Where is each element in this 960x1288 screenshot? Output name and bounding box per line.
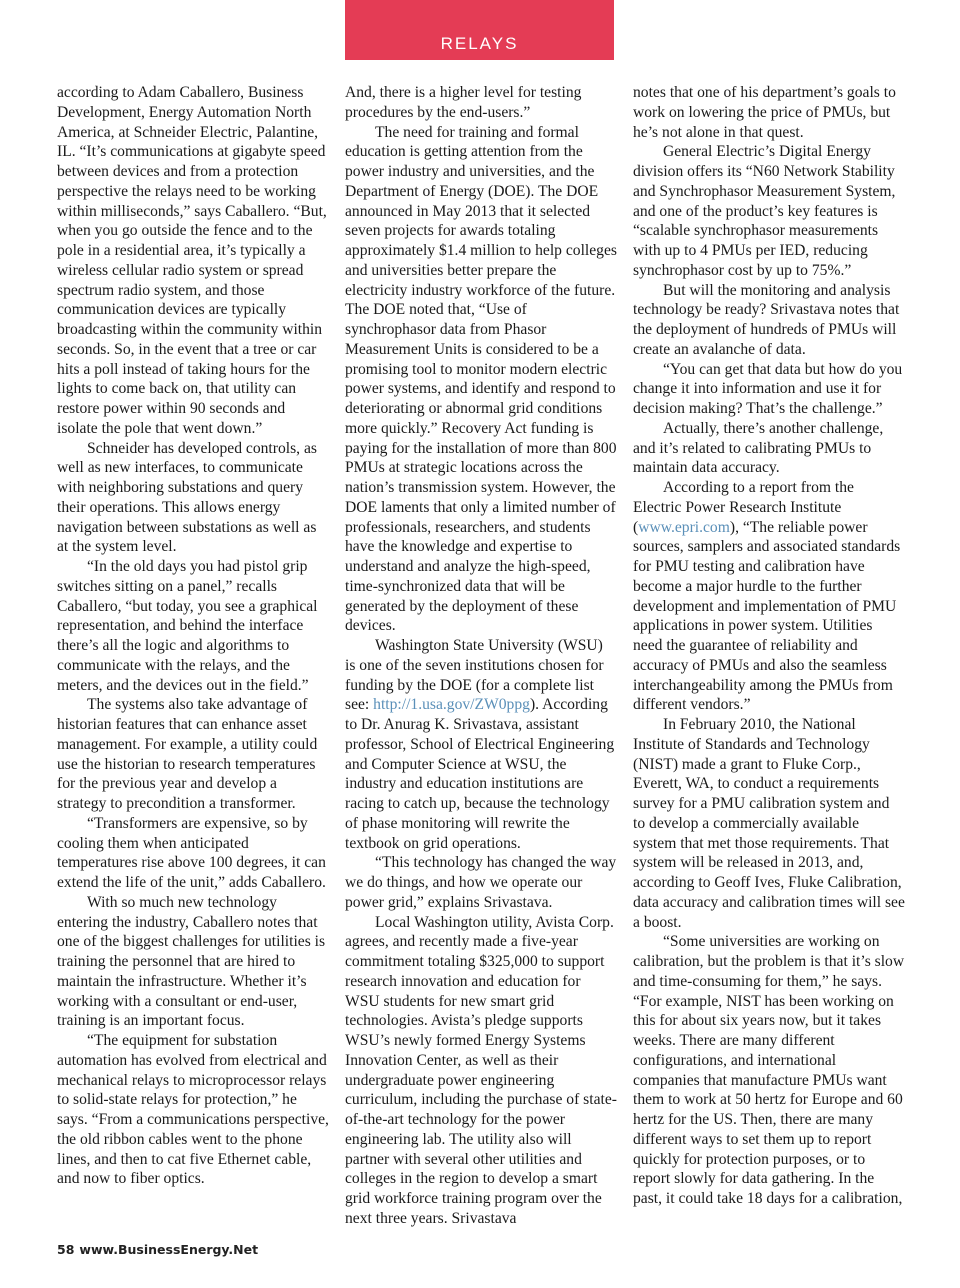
paragraph: But will the monitoring and analysis technology be ready? Srivastava notes that the deployment of hundreds of PMUs will create an avalanche of data. bbox=[633, 281, 900, 358]
epri-link[interactable]: www.epri.com bbox=[638, 518, 730, 536]
paragraph: General Electric’s Digital Energy division offers its “N60 Network Stability and Synchrophasor Measurement System, and one of the product’s key features is “scalable synchrophasor measurements with up to 4 PMUs per IED, reducing synchrophasor cost by up to 75%.” bbox=[633, 143, 896, 279]
paragraph: In February 2010, the National Institute of Standards and Technology (NIST) made a grant to Fluke Corp., Everett, WA, to conduct a requirements survey for a PMU calibration system and to develop a commercially available system that met those requirements. That system will be released in 2013, and, according to Geoff Ives, Fluke Calibration, data accuracy and calibration times will see a boost. bbox=[633, 716, 905, 931]
paragraph-with-link bbox=[633, 478, 905, 715]
paragraph: “The equipment for substation automation has evolved from electrical and mechanical relays to microprocessor relays to solid-state relays for protection,” he says. “From a communications perspective, the old ribbon cables went to the phone lines, and then to cat five Ethernet cable, and now to fiber optics. bbox=[57, 1032, 329, 1188]
paragraph: “This technology has changed the way we do things, and how we operate our power grid,” explains Srivastava. bbox=[345, 854, 617, 911]
paragraph: notes that one of his department’s goals to work on lowering the price of PMUs, but he’s not alone in that quest. bbox=[633, 84, 896, 141]
section-label: RELAYS bbox=[440, 34, 519, 53]
paragraph: The need for training and formal education is getting attention from the power industry and universities, and the Department of Energy (DOE). The DOE announced in May 2013 that it selected seven projects for awards totaling approximately $1.4 million to help colleges and universities better prepare the electricity industry workforce of the future. The DOE noted that, “Use of synchrophasor data from Phasor Measurement Units is considered to be a promising tool to monitor modern electric power systems, and identify and respond to deteriorating or abnormal grid conditions more quickly.” Recovery Act funding is paying for the installation of more than 800 PMUs at strategic locations across the nation’s transmission system. However, the DOE laments that only a limited number of professionals, researchers, and students have the knowledge and expertise to understand and analyze the high-speed, time-synchronized data that will be generated by the deployment of these devices. bbox=[345, 123, 617, 635]
paragraph: Actually, there’s another challenge, and it’s related to calibrating PMUs to maintain data accuracy. bbox=[633, 419, 884, 477]
paragraph-with-link bbox=[345, 636, 617, 853]
article-column-2 bbox=[345, 83, 617, 1229]
paragraph: according to Adam Caballero, Business Development, Energy Automation North America, at Schneider Electric, Palantine, IL. “It’s communications at gigabyte speed between devices and from a protection perspective the relays need to be working within milliseconds,” says Caballero. “But, when you go outside the fence and to the pole in a residential area, it’s typically a wireless cellular radio system or spread spectrum radio system, and those communication devices are typically broadcasting within the community within seconds. So, in the event that a tree or car hits a poll instead of taking hours for the lights to come back on, that utility can restore power within 90 seconds and isolate the pole that went down.” bbox=[57, 84, 327, 437]
article-column-3 bbox=[633, 83, 905, 1209]
article-column-1 bbox=[57, 83, 329, 1189]
paragraph-text: ), “The reliable power sources, samplers and associated standards for PMU testing and calibration have become a major hurdle to the further development and implementation of PMU applications in power system. Utilities need the guarantee of reliability and accuracy of PMUs and also the seamless interchangeability among the PMUs from different vendors.” bbox=[633, 518, 901, 714]
paragraph-text: Washington State University (WSU) is one of the seven institutions chosen for funding by the DOE (for a complete list see: bbox=[345, 637, 604, 714]
paragraph: “Some universities are working on calibration, but the problem is that it’s slow and time-consuming for them,” he says. “For example, NIST has been working on this for about six years now, but it takes weeks. There are many different configurations, and international companies that manufacture PMUs want them to work at 50 hertz for Europe and 60 hertz for the US. Then, there are many different ways to set them up to report quickly for protection purposes, or to report slowly for data gathering. In the past, it could take 18 days for a calibration, bbox=[633, 933, 905, 1207]
paragraph: “You can get that data but how do you change it into information and use it for decision making? That’s the challenge.” bbox=[633, 360, 903, 417]
paragraph-text: According to a report from the Electric Power Research Institute ( bbox=[633, 479, 854, 536]
paragraph: And, there is a higher level for testing procedures by the end-users.” bbox=[345, 84, 582, 121]
paragraph: “In the old days you had pistol grip switches sitting on a panel,” recalls Caballero, “but today, you see a graphical representation, and behind the interface there’s all the logic and algorithms to communicate with the relays, and the meters, and the devices out in the field.” bbox=[57, 558, 318, 694]
paragraph: Schneider has developed controls, as well as new interfaces, to communicate with neighboring substations and query their operations. This allows energy navigation between substations as well as at the system level. bbox=[57, 439, 317, 556]
paragraph: The systems also take advantage of historian features that can enhance asset management. For example, a utility could use the historian to research temperatures for the previous year and develop a strategy to precondition a transformer. bbox=[57, 696, 318, 812]
paragraph: With so much new technology entering the industry, Caballero notes that one of the biggest challenges for utilities is training the personnel that are hired to maintain the infrastructure. Whether it’s working with a consultant or end-user, training is an important focus. bbox=[57, 893, 326, 1030]
section-tab bbox=[345, 0, 614, 60]
page-number: 58 bbox=[57, 1242, 75, 1257]
doe-projects-link[interactable]: http://1.usa.gov/ZW0ppg bbox=[373, 696, 530, 714]
website-link[interactable]: www.BusinessEnergy.Net bbox=[79, 1242, 259, 1257]
paragraph: “Transformers are expensive, so by cooling them when anticipated temperatures rise above 100 degrees, it can extend the life of the unit,” adds Caballero. bbox=[57, 814, 326, 891]
paragraph: Local Washington utility, Avista Corp. agrees, and recently made a five-year commitment totaling $325,000 to support research innovation and education for WSU students for new smart grid technologies. Avista’s pledge supports WSU’s newly formed Energy Systems Innovation Center, as well as their undergraduate power engineering curriculum, including the purchase of state-of-the-art technology for the power engineering lab. The utility also will partner with several other utilities and colleges in the region to develop a smart grid workforce training program over the next three years. Srivastava bbox=[345, 913, 617, 1227]
page-footer bbox=[57, 1242, 258, 1257]
paragraph-text: ). According to Dr. Anurag K. Srivastava, assistant professor, School of Electrical Engineering and Computer Science at WSU, the industry and education institutions are racing to catch up, because the technology of phase monitoring will rewrite the textbook on grid operations. bbox=[345, 696, 615, 852]
